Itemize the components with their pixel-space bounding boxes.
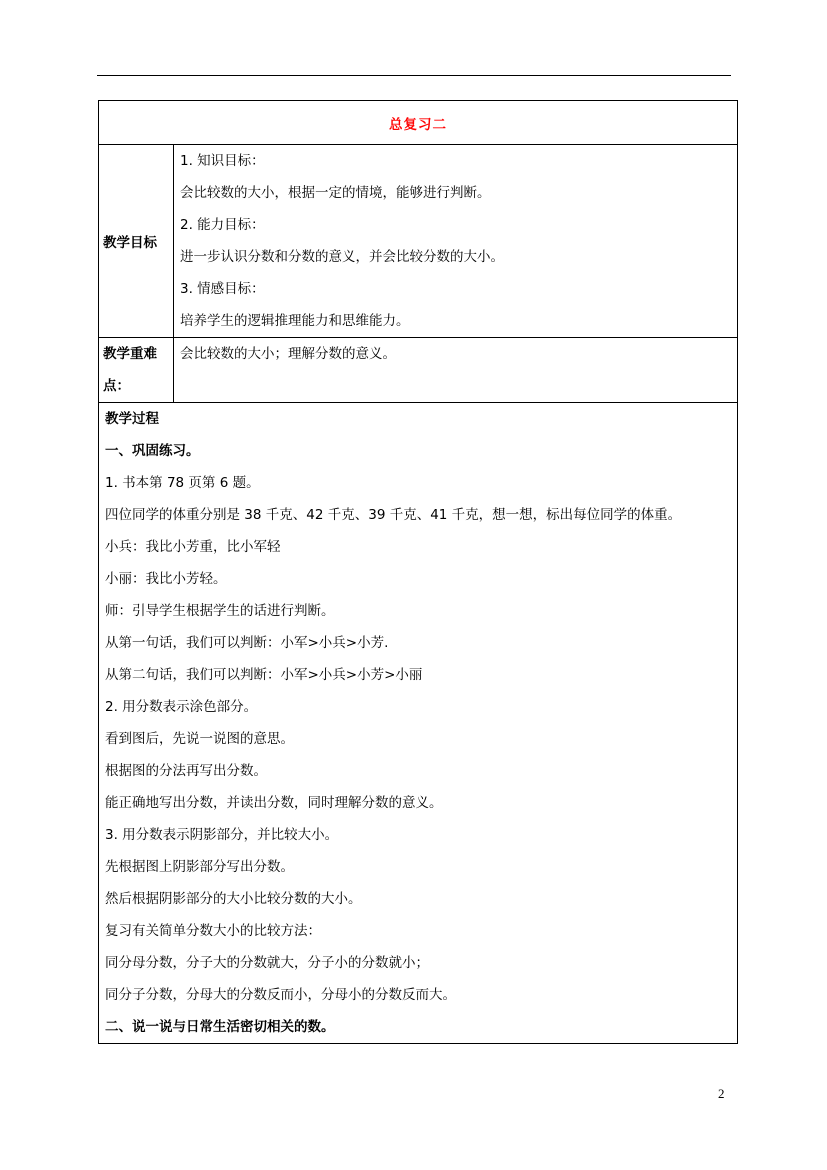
process-content [99,403,738,1044]
process-line: 小丽：我比小芳轻。 [105,571,227,587]
section-heading: 二、说一说与日常生活密切相关的数。 [105,1019,335,1035]
key-points-row [99,338,738,403]
process-line: 1. 书本第 78 页第 6 题。 [105,475,260,491]
objectives-content [174,145,738,338]
key-points-text: 会比较数的大小；理解分数的意义。 [180,346,396,362]
objective-line: 培养学生的逻辑推理能力和思维能力。 [180,313,410,329]
objective-line: 3. 情感目标： [180,281,265,297]
header-rule [97,75,731,76]
process-heading: 教学过程 [105,411,159,427]
objective-line: 会比较数的大小，根据一定的情境，能够进行判断。 [180,185,491,201]
key-points-label [99,338,174,403]
process-line: 能正确地写出分数，并读出分数，同时理解分数的意义。 [105,795,443,811]
title-row [99,101,738,145]
objective-line: 2. 能力目标： [180,217,265,233]
process-line: 3. 用分数表示阴影部分，并比较大小。 [105,827,339,843]
process-row [99,403,738,1044]
key-points-label-line1: 教学重难 [103,346,157,362]
process-line: 复习有关简单分数大小的比较方法： [105,923,321,939]
key-points-content [174,338,738,403]
key-points-label-line2: 点： [103,378,130,394]
process-line: 同分母分数，分子大的分数就大，分子小的分数就小； [105,955,429,971]
section-heading: 一、巩固练习。 [105,443,200,459]
objective-line: 进一步认识分数和分数的意义，并会比较分数的大小。 [180,249,504,265]
objectives-label: 教学目标 [99,145,174,338]
process-line: 2. 用分数表示涂色部分。 [105,699,258,715]
lesson-title: 总复习二 [99,101,738,145]
process-line: 四位同学的体重分别是 38 千克、42 千克、39 千克、41 千克，想一想，标出每位同学的体重。 [105,507,682,523]
objective-line: 1. 知识目标： [180,153,265,169]
process-line: 看到图后，先说一说图的意思。 [105,731,294,747]
page-number: 2 [718,1086,725,1101]
process-line: 小兵：我比小芳重，比小军轻 [105,539,281,555]
process-line: 然后根据阴影部分的大小比较分数的大小。 [105,891,362,907]
process-line: 同分子分数，分母大的分数反而小，分母小的分数反而大。 [105,987,456,1003]
process-line: 从第一句话，我们可以判断：小军>小兵>小芳. [105,635,389,651]
lesson-plan-table [98,100,738,1044]
process-line: 根据图的分法再写出分数。 [105,763,267,779]
process-line: 师：引导学生根据学生的话进行判断。 [105,603,335,619]
process-line: 先根据图上阴影部分写出分数。 [105,859,294,875]
objectives-row [99,145,738,338]
process-line: 从第二句话，我们可以判断：小军>小兵>小芳>小丽 [105,667,423,683]
